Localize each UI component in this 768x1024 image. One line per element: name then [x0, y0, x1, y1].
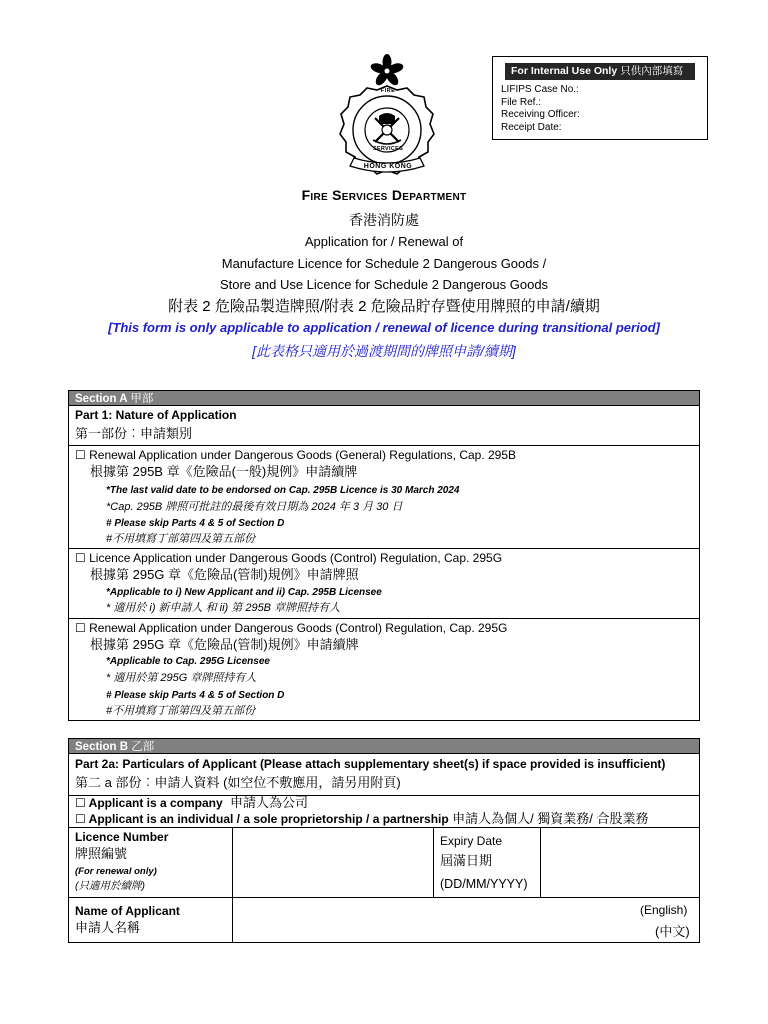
section-a-title-en: Section A	[75, 393, 128, 405]
section-a-header	[68, 390, 700, 406]
expiry-date-format: (DD/MM/YYYY)	[440, 877, 528, 891]
option1-note-4: #不用填寫丁部第四及第五部份	[106, 533, 256, 545]
application-title-line2: Manufacture Licence for Schedule 2 Dangerous Goods /	[221, 256, 547, 271]
part2a-title-en: Part 2a: Particulars of Applicant (Please attach supplementary sheet(s) if space provided is insufficient)	[75, 757, 666, 771]
option3-note-4: #不用填寫丁部第四及第五部份	[106, 705, 256, 717]
expiry-date-label-en: Expiry Date	[440, 834, 503, 848]
option-licence-295g-label-en: Licence Application under Dangerous Goods (Control) Regulation, Cap. 295G	[89, 551, 503, 565]
option2-note-2: * 適用於 i) 新申請人 和 ii) 第 295B 章牌照持有人	[106, 602, 341, 614]
applicant-individual-label-en: ☐ Applicant is an individual / a sole proprietorship / a partnership	[75, 812, 449, 826]
checkbox-renewal-295g[interactable]: ☐	[75, 621, 86, 635]
option-applicant-individual[interactable]	[75, 811, 649, 827]
part1-title-zh: 第一部份︰申請類別	[75, 426, 193, 441]
option-licence-295g[interactable]	[75, 550, 502, 566]
option-renewal-295g-label-en: Renewal Application under Dangerous Goods (Control) Regulation, Cap. 295G	[89, 621, 508, 635]
option1-note-3: # Please skip Parts 4 & 5 of Section D	[106, 518, 285, 529]
section-b-header	[68, 738, 700, 754]
transitional-notice-zh: [此表格只適用於過渡期間的牌照申請/續期]	[252, 343, 516, 359]
section-b-title-zh: 乙部	[131, 741, 155, 753]
option3-note-1: *Applicable to Cap. 295G Licensee	[106, 656, 270, 667]
internal-use-header-zh: 只供內部填寫	[620, 65, 684, 77]
option-renewal-295b-label-en: Renewal Application under Dangerous Goods (General) Regulations, Cap. 295B	[89, 448, 517, 462]
applicant-name-label-en: Name of Applicant	[75, 904, 180, 918]
section-b-title-en: Section B	[75, 741, 129, 753]
part2a-title-zh: 第二 a 部份︰申請人資料 (如空位不敷應用，請另用附頁)	[75, 775, 401, 790]
emblem-text-top: FIRE	[380, 88, 396, 94]
emblem-text-mid: SERVICES	[372, 146, 404, 152]
internal-use-header-en: For Internal Use Only	[511, 65, 618, 77]
internal-use-header	[505, 63, 695, 80]
applicant-name-english-tag: (English)	[640, 903, 688, 917]
option1-note-2: *Cap. 295B 牌照可批註的最後有效日期為 2024 年 3 月 30 日	[106, 501, 403, 513]
internal-use-box	[492, 56, 708, 140]
option3-note-2: * 適用於第 295G 章牌照持有人	[106, 672, 257, 684]
licence-renewal-note-en: (For renewal only)	[75, 866, 157, 877]
part1-title-en: Part 1: Nature of Application	[75, 408, 237, 422]
lifips-case-no-label: LIFIPS Case No.:	[501, 84, 579, 95]
emblem-text-bottom: HONG KONG	[363, 163, 413, 170]
receipt-date-label: Receipt Date:	[501, 121, 562, 133]
fire-services-emblem	[336, 54, 438, 180]
option3-note-3: # Please skip Parts 4 & 5 of Section D	[106, 690, 285, 701]
option-renewal-295g-label-zh: 根據第 295G 章《危險品(管制)規例》申請續牌	[90, 637, 359, 652]
licence-renewal-note-zh: (只適用於續牌)	[75, 880, 145, 892]
checkbox-renewal-295b[interactable]: ☐	[75, 448, 86, 462]
applicant-name-label-zh: 申請人名稱	[75, 920, 141, 935]
expiry-date-label-zh: 屆滿日期	[440, 853, 493, 868]
option-applicant-company[interactable]	[75, 795, 308, 811]
applicant-individual-label-zh: 申請人為個人/ 獨資業務/ 合股業務	[452, 811, 649, 826]
application-title-line3: Store and Use Licence for Schedule 2 Dangerous Goods	[219, 277, 549, 292]
applicant-company-label-en: ☐ Applicant is a company	[75, 796, 223, 810]
application-title-line1: Application for / Renewal of	[304, 234, 464, 249]
applicant-name-chinese-tag: (中文)	[655, 924, 690, 939]
applicant-company-label-zh: 申請人為公司	[230, 795, 309, 810]
option-renewal-295g[interactable]	[75, 620, 507, 636]
transitional-notice-en: [This form is only applicable to application / renewal of licence during transitional period]	[108, 320, 660, 335]
licence-number-label-en: Licence Number	[75, 830, 169, 844]
option-licence-295g-label-zh: 根據第 295G 章《危險品(管制)規例》申請牌照	[90, 567, 359, 582]
option1-note-1: *The last valid date to be endorsed on Cap. 295B Licence is 30 March 2024	[106, 485, 460, 496]
option-renewal-295b-label-zh: 根據第 295B 章《危險品(一般)規例》申請續牌	[90, 464, 358, 479]
section-a-title-zh: 甲部	[130, 393, 154, 405]
option2-note-1: *Applicable to i) New Applicant and ii) Cap. 295B Licensee	[106, 587, 382, 598]
option-renewal-295b[interactable]	[75, 447, 516, 463]
application-title-zh: 附表 2 危險品製造牌照/附表 2 危險品貯存暨使用牌照的申請/續期	[168, 298, 600, 315]
department-title-en: Fire Services Department	[301, 187, 467, 203]
applicant-name-input[interactable]	[233, 898, 633, 942]
checkbox-licence-295g[interactable]: ☐	[75, 551, 86, 565]
licence-number-input[interactable]	[233, 828, 432, 896]
department-title-zh: 香港消防處	[349, 212, 419, 228]
licence-number-label-zh: 牌照編號	[75, 846, 128, 861]
file-ref-label: File Ref.:	[501, 96, 542, 108]
expiry-date-input[interactable]	[541, 828, 699, 896]
receiving-officer-label: Receiving Officer:	[501, 109, 580, 120]
